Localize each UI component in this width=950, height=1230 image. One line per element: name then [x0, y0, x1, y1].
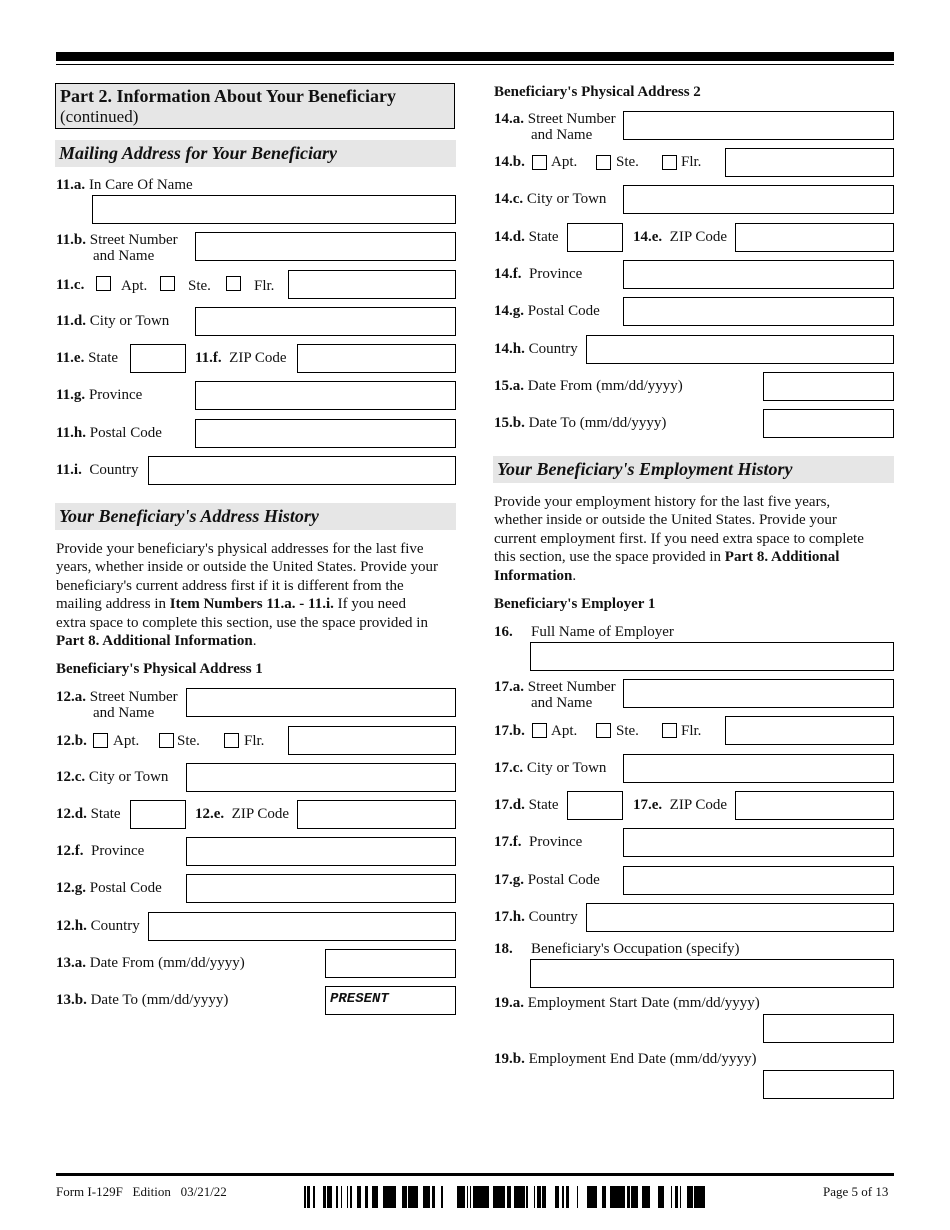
employer-province-input[interactable] [623, 828, 894, 857]
page-number: Page 5 of 13 [823, 1184, 889, 1199]
employer-city-input[interactable] [623, 754, 894, 783]
mailing-zip-input[interactable] [297, 344, 456, 373]
part-continued: (continued) [60, 107, 139, 126]
address2-ste-label: Ste. [616, 154, 639, 170]
mailing-country-input[interactable] [148, 456, 456, 485]
field-12a-label-2: and Name [93, 705, 155, 721]
field-17a-label: 17.a. Street Number [494, 679, 616, 695]
employer-name-input[interactable] [530, 642, 894, 671]
field-19a-label: 19.a. Employment Start Date (mm/dd/yyyy) [494, 995, 760, 1011]
field-15a-label: 15.a. Date From (mm/dd/yyyy) [494, 378, 683, 394]
employer-country-input[interactable] [586, 903, 894, 932]
address2-date-to-input[interactable] [763, 409, 894, 438]
address2-state-input[interactable] [567, 223, 623, 252]
field-12b-num: 12.b. [56, 733, 87, 749]
field-11f-label: 11.f. ZIP Code [195, 350, 287, 366]
address1-unit-input[interactable] [288, 726, 456, 755]
occupation-input[interactable] [530, 959, 894, 988]
field-17b-num: 17.b. [494, 723, 525, 739]
barcode-icon [304, 1186, 712, 1208]
field-18-num: 18. [494, 941, 513, 957]
employment-history-instructions: Provide your employment history for the last five years, whether inside or outside the United States. Provide your current employment first. If you need extra space to complete this section, use the space provided in Part 8. Additional Information. [494, 494, 864, 584]
field-19b-label: 19.b. Employment End Date (mm/dd/yyyy) [494, 1051, 757, 1067]
field-16-label: Full Name of Employer [531, 624, 674, 640]
mailing-street-input[interactable] [195, 232, 456, 261]
footer-rule [56, 1173, 894, 1176]
address-history-heading: Your Beneficiary's Address History [55, 503, 456, 530]
address1-city-input[interactable] [186, 763, 456, 792]
field-12c-label: 12.c. City or Town [56, 769, 169, 785]
mailing-unit-input[interactable] [288, 270, 456, 299]
mailing-section-heading: Mailing Address for Your Beneficiary [55, 140, 456, 167]
physical-address-2-heading: Beneficiary's Physical Address 2 [494, 84, 701, 100]
address2-unit-input[interactable] [725, 148, 894, 177]
field-17c-label: 17.c. City or Town [494, 760, 607, 776]
top-rule-thin [56, 64, 894, 65]
address-history-instructions: Provide your beneficiary's physical addresses for the last five years, whether inside or outside the United States. Provide your beneficiary's current address first if it is different from the mailing address in Item Numbers 11.a. - 11.i. If you need extra space to complete this section, use the space provided in Part 8. Additional Information. [56, 541, 439, 650]
mailing-province-input[interactable] [195, 381, 456, 410]
employment-end-date-input[interactable] [763, 1070, 894, 1099]
in-care-of-name-input[interactable] [92, 195, 456, 224]
field-14h-label: 14.h. Country [494, 341, 578, 357]
field-14e-label: 14.e. ZIP Code [633, 229, 728, 245]
employment-history-heading: Your Beneficiary's Employment History [493, 456, 894, 483]
mailing-ste-label: Ste. [188, 278, 211, 294]
employer-flr-label: Flr. [681, 723, 702, 739]
field-12a-label: 12.a. Street Number [56, 689, 178, 705]
address1-date-from-input[interactable] [325, 949, 456, 978]
address1-country-input[interactable] [148, 912, 456, 941]
mailing-ste-checkbox[interactable] [160, 276, 175, 291]
mailing-apt-label: Apt. [121, 278, 148, 294]
employer-ste-checkbox[interactable] [596, 723, 611, 738]
field-14f-label: 14.f. Province [494, 266, 583, 282]
address2-flr-label: Flr. [681, 154, 702, 170]
field-17g-label: 17.g. Postal Code [494, 872, 600, 888]
field-17f-label: 17.f. Province [494, 834, 583, 850]
field-11e-label: 11.e. State [56, 350, 119, 366]
field-14b-num: 14.b. [494, 154, 525, 170]
address2-postal-code-input[interactable] [623, 297, 894, 326]
field-11d-label: 11.d. City or Town [56, 313, 170, 329]
field-14a-label-2: and Name [531, 127, 593, 143]
address2-zip-input[interactable] [735, 223, 894, 252]
address1-ste-label: Ste. [177, 733, 200, 749]
address1-zip-input[interactable] [297, 800, 456, 829]
mailing-flr-checkbox[interactable] [226, 276, 241, 291]
field-17a-label-2: and Name [531, 695, 593, 711]
field-16-num: 16. [494, 624, 513, 640]
field-17e-label: 17.e. ZIP Code [633, 797, 728, 813]
address1-street-input[interactable] [186, 688, 456, 717]
employment-start-date-input[interactable] [763, 1014, 894, 1043]
field-11c-num: 11.c. [56, 277, 85, 293]
field-11g-label: 11.g. Province [56, 387, 143, 403]
field-17h-label: 17.h. Country [494, 909, 578, 925]
mailing-city-input[interactable] [195, 307, 456, 336]
address2-country-input[interactable] [586, 335, 894, 364]
address2-apt-label: Apt. [551, 154, 578, 170]
field-11a-label: 11.a. In Care Of Name [56, 177, 193, 193]
employer-ste-label: Ste. [616, 723, 639, 739]
employer-apt-label: Apt. [551, 723, 578, 739]
address2-city-input[interactable] [623, 185, 894, 214]
employer-postal-code-input[interactable] [623, 866, 894, 895]
employer-1-heading: Beneficiary's Employer 1 [494, 596, 656, 612]
address2-street-input[interactable] [623, 111, 894, 140]
address1-apt-label: Apt. [113, 733, 140, 749]
field-12g-label: 12.g. Postal Code [56, 880, 162, 896]
field-14c-label: 14.c. City or Town [494, 191, 607, 207]
field-18-label: Beneficiary's Occupation (specify) [531, 941, 740, 957]
physical-address-1-heading: Beneficiary's Physical Address 1 [56, 661, 263, 677]
field-12e-label: 12.e. ZIP Code [195, 806, 290, 822]
address2-date-from-input[interactable] [763, 372, 894, 401]
address1-flr-checkbox[interactable] [224, 733, 239, 748]
field-15b-label: 15.b. Date To (mm/dd/yyyy) [494, 415, 667, 431]
address1-ste-checkbox[interactable] [159, 733, 174, 748]
address1-date-to-input[interactable]: PRESENT [325, 986, 456, 1015]
address1-apt-checkbox[interactable] [93, 733, 108, 748]
mailing-flr-label: Flr. [254, 278, 275, 294]
employer-unit-input[interactable] [725, 716, 894, 745]
field-12h-label: 12.h. Country [56, 918, 140, 934]
field-13b-label: 13.b. Date To (mm/dd/yyyy) [56, 992, 229, 1008]
field-11i-label: 11.i. Country [56, 462, 139, 478]
mailing-postal-code-input[interactable] [195, 419, 456, 448]
address1-state-input[interactable] [130, 800, 186, 829]
address2-flr-checkbox[interactable] [662, 155, 677, 170]
employer-state-input[interactable] [567, 791, 623, 820]
field-12d-label: 12.d. State [56, 806, 121, 822]
employer-zip-input[interactable] [735, 791, 894, 820]
address1-province-input[interactable] [186, 837, 456, 866]
mailing-state-input[interactable] [130, 344, 186, 373]
address1-postal-code-input[interactable] [186, 874, 456, 903]
form-edition: Form I-129F Edition 03/21/22 [56, 1184, 227, 1199]
field-11h-label: 11.h. Postal Code [56, 425, 162, 441]
top-rule [56, 52, 894, 61]
employer-street-input[interactable] [623, 679, 894, 708]
address2-province-input[interactable] [623, 260, 894, 289]
part-header [55, 83, 455, 129]
field-11b-label: 11.b. Street Number [56, 232, 178, 248]
field-13a-label: 13.a. Date From (mm/dd/yyyy) [56, 955, 245, 971]
address2-apt-checkbox[interactable] [532, 155, 547, 170]
field-17d-label: 17.d. State [494, 797, 559, 813]
field-14a-label: 14.a. Street Number [494, 111, 616, 127]
employer-flr-checkbox[interactable] [662, 723, 677, 738]
mailing-apt-checkbox[interactable] [96, 276, 111, 291]
field-11b-label-2: and Name [93, 248, 155, 264]
address2-ste-checkbox[interactable] [596, 155, 611, 170]
field-14d-label: 14.d. State [494, 229, 559, 245]
field-12f-label: 12.f. Province [56, 843, 145, 859]
employer-apt-checkbox[interactable] [532, 723, 547, 738]
part-title: Part 2. Information About Your Beneficiary [60, 86, 396, 106]
field-14g-label: 14.g. Postal Code [494, 303, 600, 319]
address1-flr-label: Flr. [244, 733, 265, 749]
